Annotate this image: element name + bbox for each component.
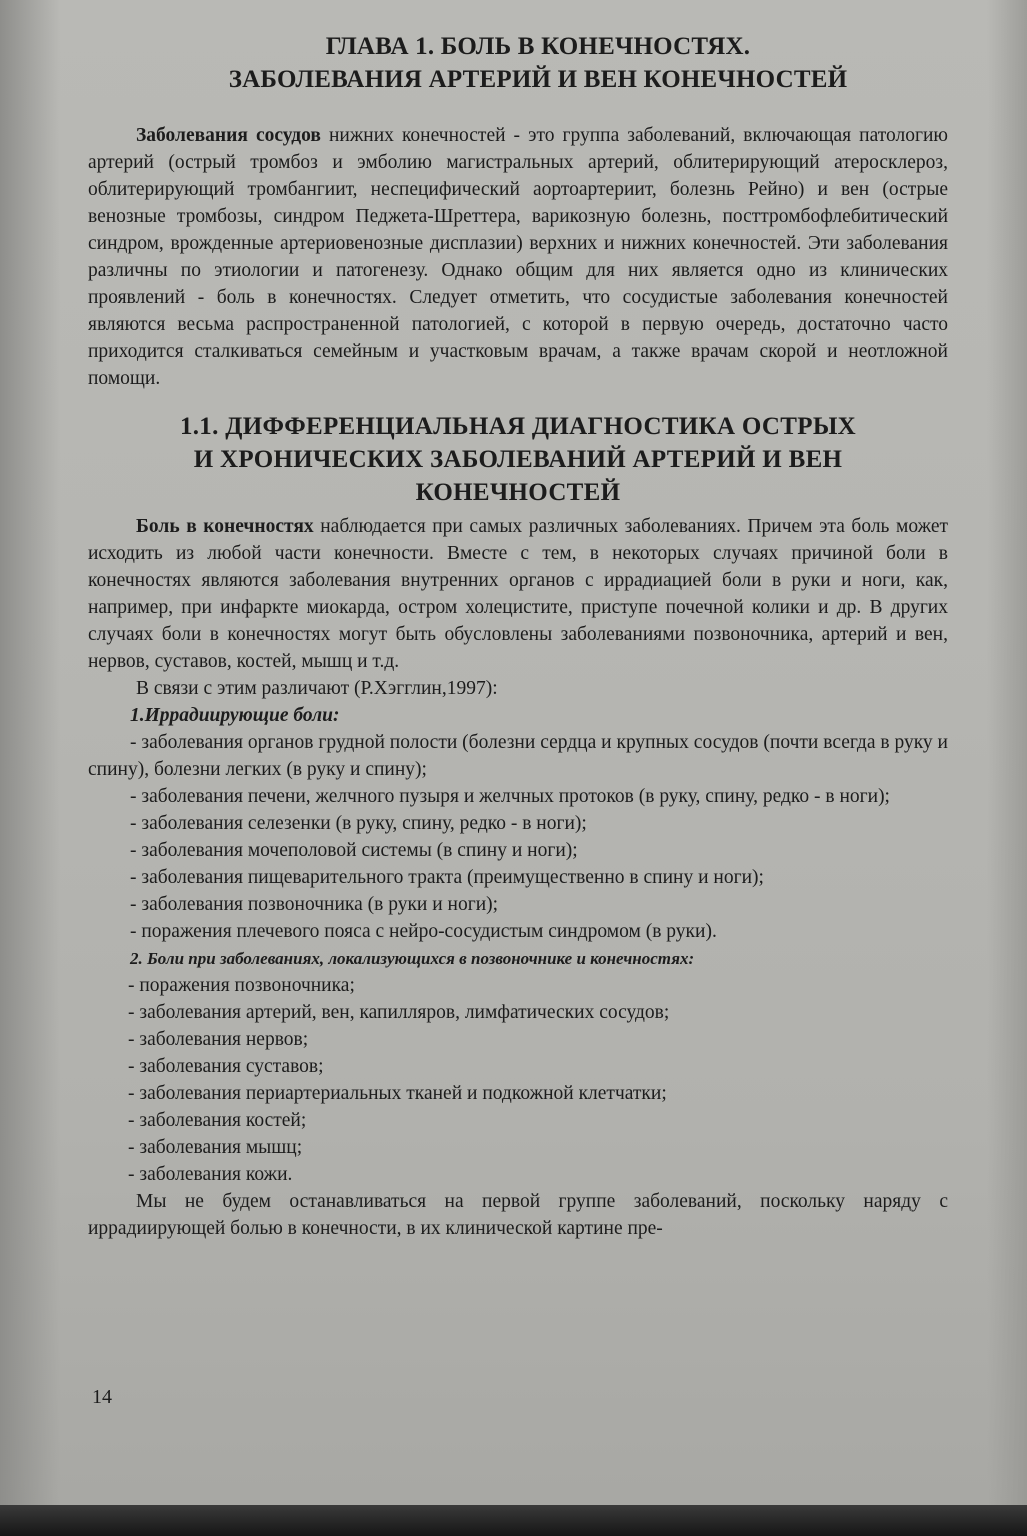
pain-lead: Боль в конечностях bbox=[136, 516, 314, 537]
closing-paragraph: Мы не будем останавливаться на первой группе заболеваний, поскольку наряду с иррадиирующей болью в конечности, в их клинической картине пре- bbox=[88, 1191, 948, 1239]
list-item: - заболевания печени, желчного пузыря и желчных протоков (в руку, спину, редко - в ноги); bbox=[130, 786, 890, 807]
list-item: - заболевания пищеварительного тракта (преимущественно в спину и ноги); bbox=[130, 867, 764, 888]
list-item: - заболевания мышц; bbox=[128, 1137, 303, 1158]
list-item: - заболевания костей; bbox=[128, 1110, 307, 1131]
list-item: - поражения плечевого пояса с нейро-сосудистым синдромом (в руки). bbox=[130, 921, 717, 942]
list-item: - заболевания артерий, вен, капилляров, лимфатических сосудов; bbox=[128, 1002, 670, 1023]
page-content bbox=[88, 30, 948, 1242]
chapter-title-line-2: ЗАБОЛЕВАНИЯ АРТЕРИЙ И ВЕН КОНЕЧНОСТЕЙ bbox=[228, 66, 848, 93]
section-title bbox=[88, 410, 948, 509]
list-item: - заболевания суставов; bbox=[128, 1056, 324, 1077]
page-number: 14 bbox=[92, 1386, 112, 1408]
section-title-line-1: 1.1. ДИФФЕРЕНЦИАЛЬНАЯ ДИАГНОСТИКА ОСТРЫХ bbox=[179, 413, 857, 440]
section-title-line-3: КОНЕЧНОСТЕЙ bbox=[415, 479, 621, 506]
list-item: - заболевания позвоночника (в руки и ноги); bbox=[130, 894, 499, 915]
list-item: - заболевания кожи. bbox=[128, 1164, 293, 1185]
scan-bottom-edge bbox=[0, 1505, 1027, 1536]
section-title-line-2: И ХРОНИЧЕСКИХ ЗАБОЛЕВАНИЙ АРТЕРИЙ И ВЕН bbox=[193, 446, 843, 473]
chapter-title bbox=[128, 30, 948, 96]
list-item: - заболевания периартериальных тканей и подкожной клетчатки; bbox=[128, 1083, 667, 1104]
group-1-heading: 1.Иррадиирующие боли: bbox=[130, 705, 340, 726]
group-2-heading: 2. Боли при заболеваниях, локализующихся в позвоночнике и конечностях: bbox=[130, 949, 695, 968]
intro-lead: Заболевания сосудов bbox=[136, 125, 321, 146]
intro-paragraph bbox=[88, 122, 948, 392]
intro-text: нижних конечностей - это группа заболеваний, включающая патологию артерий (острый тромбоз и эмболию магистральных артерий, облитерирующий атеросклероз, облитерирующий тромбангиит, неспецифический аортоартериит, болезнь Рейно) и вен (острые венозные тромбозы, синдром Педжета-Шреттера, варикозную болезнь, посттромбофлебитический синдром, врожденные артериовенозные дисплазии) верхних и нижних конечностей. Эти заболевания различны по этиологии и патогенезу. Однако общим для них является одно из клинических проявлений - боль в конечностях. Следует отметить, что сосудистые заболевания конечностей являются весьма распространенной патологией, с которой в первую очередь, достаточно часто приходится сталкиваться семейным и участковым врачам, а также врачам скорой и неотложной помощи. bbox=[88, 125, 948, 389]
list-item: - заболевания селезенки (в руку, спину, редко - в ноги); bbox=[130, 813, 587, 834]
list-item: - поражения позвоночника; bbox=[128, 975, 355, 996]
list-item: - заболевания нервов; bbox=[128, 1029, 309, 1050]
pain-text: наблюдается при самых различных заболеваниях. Причем эта боль может исходить из любой части конечности. Вместе с тем, в некоторых случаях причиной боли в конечностях являются заболевания внутренних органов с иррадиацией боли в руки и ноги, как, например, при инфаркте миокарда, остром холецистите, приступе почечной колики и др. В других случаях боли в конечностях могут быть обусловлены заболеваниями позвоночника, артерий и вен, нервов, суставов, костей, мышц и т.д. bbox=[88, 516, 948, 672]
list-item: - заболевания органов грудной полости (болезни сердца и крупных сосудов (почти всегда в руку и спину), болезни легких (в руку и спину); bbox=[88, 732, 948, 780]
distinguish-line: В связи с этим различают (Р.Хэгглин,1997): bbox=[136, 678, 498, 699]
pain-paragraph bbox=[88, 513, 948, 675]
chapter-title-line-1: ГЛАВА 1. БОЛЬ В КОНЕЧНОСТЯХ. bbox=[325, 33, 751, 60]
list-item: - заболевания мочеполовой системы (в спину и ноги); bbox=[130, 840, 578, 861]
